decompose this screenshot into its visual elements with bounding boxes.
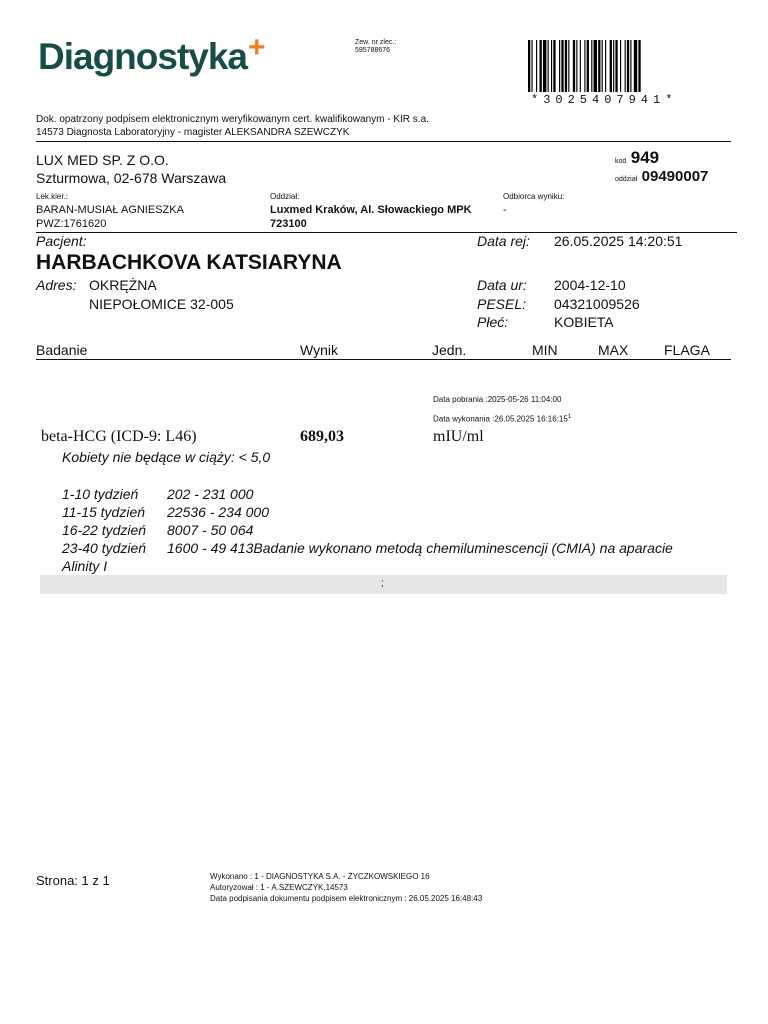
data-wykonania: Data wykonania :26.05.2025 16:16:15 [433, 414, 568, 424]
patient-label: Pacjent: [36, 233, 87, 249]
logo-plus-icon: + [248, 31, 265, 64]
barcode-bar [540, 40, 542, 92]
col-max: MAX [598, 342, 629, 358]
kod-label: kod [615, 158, 627, 165]
method-tail: Alinity I [62, 558, 108, 574]
page-number: Strona: 1 z 1 [36, 873, 110, 888]
signature-line-2: 14573 Diagnosta Laboratoryjny - magister ALEKSANDRA SZEWCZYK [36, 127, 350, 138]
pesel-value: 04321009526 [554, 296, 640, 312]
lek-name: BARAN-MUSIAŁ AGNIESZKA [36, 204, 184, 216]
lek-label: Lek.kier.: [36, 192, 69, 201]
ref-intro: Kobiety nie będące w ciąży: < 5,0 [62, 449, 271, 465]
footer-wykonano: Wykonano : 1 - DIAGNOSTYKA S.A. - ŻYCZKOWSKIEGO 16 [210, 872, 430, 881]
barcode-bar [531, 40, 532, 92]
data-wykonania-mark: 1 [567, 414, 572, 420]
barcode-bar [553, 40, 555, 92]
col-flaga: FLAGA [664, 342, 710, 358]
barcode-bar [615, 40, 617, 92]
barcode-bar [576, 40, 577, 92]
barcode-bar [548, 40, 549, 92]
barcode-bar [587, 40, 589, 92]
range-value: 1600 - 49 413Badanie wykonano metodą chemiluminescencji (CMIA) na aparacie [167, 540, 673, 556]
barcode-bar [625, 40, 626, 92]
adres-line-2: NIEPOŁOMICE 32-005 [89, 296, 234, 312]
barcode-bar [613, 40, 614, 92]
data-rej-value: 26.05.2025 14:20:51 [554, 233, 683, 249]
barcode-bar [594, 40, 597, 92]
barcode-bar [584, 40, 585, 92]
barcode-bar [536, 40, 537, 92]
range-week: 23-40 tydzień [62, 540, 147, 556]
barcode-bar [528, 40, 530, 92]
barcode-bar [627, 40, 629, 92]
barcode-bar [568, 40, 569, 92]
col-min: MIN [532, 342, 558, 358]
barcode-bar [630, 40, 631, 92]
table-header-divider [36, 359, 731, 360]
oddzial-ref-label: Oddział: [270, 192, 300, 201]
plec-label: Płeć: [477, 314, 509, 330]
logo-text: Diagnostyka [38, 36, 248, 77]
kod-block [615, 148, 659, 168]
result-unit: mIU/ml [433, 428, 484, 445]
footer-autoryzowal: Autoryzował : 1 - A.SZEWCZYK,14573 [210, 883, 348, 892]
barcode-bar [573, 40, 575, 92]
brand-logo [38, 31, 265, 78]
signature-line-1: Dok. opatrzony podpisem elektronicznym weryfikowanym cert. kwalifikowanym - KIR s.a. [36, 114, 429, 125]
footer-data-podpisania: Data podpisania dokumentu podpisem elektronicznym : 26.05.2025 16:48:43 [210, 894, 483, 903]
range-value: 8007 - 50 064 [167, 522, 254, 538]
col-wynik: Wynik [300, 342, 338, 358]
data-wykonania-row [433, 414, 571, 424]
range-week: 1-10 tydzień [62, 486, 139, 502]
range-week: 16-22 tydzień [62, 522, 147, 538]
data-pobrania: Data pobrania :2025-05-26 11:04:00 [433, 395, 562, 404]
barcode-bar [591, 40, 592, 92]
separator-bar [40, 575, 727, 594]
barcode-bar [565, 40, 567, 92]
kod-value: 949 [630, 148, 660, 167]
pesel-label: PESEL: [477, 296, 527, 312]
oddzial-value: 09490007 [641, 168, 709, 185]
barcode-bar [610, 40, 612, 92]
oddzial-ref-code: 723100 [270, 218, 307, 230]
result-value: 689,03 [300, 428, 344, 445]
col-jedn: Jedn. [432, 342, 467, 358]
oddzial-block [615, 168, 708, 186]
adres-label: Adres: [36, 277, 77, 293]
order-label: Zew. nr zlec.: [355, 39, 397, 46]
data-ur-value: 2004-12-10 [554, 277, 626, 293]
col-badanie: Badanie [36, 342, 88, 358]
barcode-bar [543, 40, 546, 92]
barcode-bar [551, 40, 552, 92]
plec-value: KOBIETA [554, 314, 614, 330]
adres-line-1: OKRĘŻNA [89, 277, 157, 293]
range-value: 202 - 231 000 [167, 486, 254, 502]
barcode-bar [602, 40, 603, 92]
odbiorca-label: Odbiorca wyniku: [503, 192, 565, 201]
barcode-bar [634, 40, 637, 92]
odbiorca-value: - [503, 204, 507, 216]
barcode-bar [605, 40, 606, 92]
barcode-text: *3025407941* [531, 93, 678, 107]
patient-name: HARBACHKOVA KATSIARYNA [36, 251, 342, 274]
header-divider [36, 141, 731, 142]
test-name: beta-HCG (ICD-9: L46) [41, 428, 197, 445]
oddzial-ref-name: Luxmed Kraków, Al. Słowackiego MPK [270, 204, 472, 216]
barcode-bar [598, 40, 600, 92]
lek-pwz: PWZ:1761620 [36, 218, 107, 230]
barcode-bar [580, 40, 581, 92]
separator-mark: ; [381, 578, 384, 589]
clinic-address: Szturmowa, 02-678 Warszawa [36, 170, 227, 186]
range-week: 11-15 tydzień [62, 504, 146, 520]
barcode-bar [620, 40, 621, 92]
barcode-bar [638, 40, 640, 92]
data-ur-label: Data ur: [477, 277, 527, 293]
range-value: 22536 - 234 000 [167, 504, 269, 520]
data-rej-label: Data rej: [477, 233, 530, 249]
order-number: 595788676 [355, 47, 391, 54]
oddzial-label: oddział [615, 176, 638, 183]
clinic-name: LUX MED SP. Z O.O. [36, 152, 169, 168]
barcode-bar [561, 40, 563, 92]
barcode-bar [559, 40, 560, 92]
barcode [528, 40, 740, 92]
